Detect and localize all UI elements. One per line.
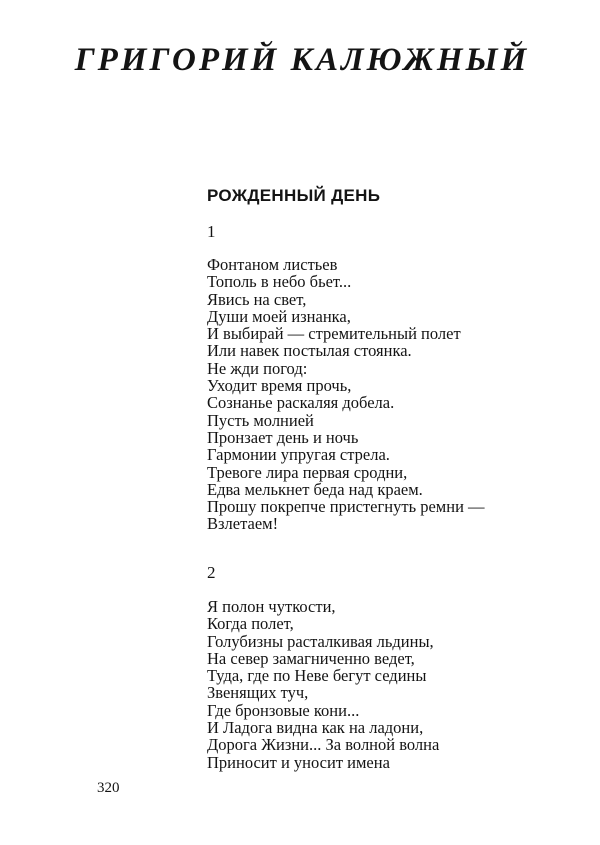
verse-line: Уходит время прочь, (207, 376, 352, 396)
verse-line: Или навек постылая стоянка. (207, 341, 412, 361)
verse-line: Не жди погод: (207, 358, 308, 378)
verse-line: Я полон чуткости, (207, 597, 336, 616)
verse-line: И выбирай — стремительный полет (207, 324, 461, 344)
verse-lines (207, 598, 439, 771)
poem-title: РОЖДЕННЫЙ ДЕНЬ (207, 186, 381, 205)
section-number: 2 (207, 563, 216, 582)
verse-line: Пронзает день и ночь (207, 427, 359, 447)
verse-line: Тополь в небо бьет... (207, 272, 352, 292)
verse-line: Прошу покрепче пристегнуть ремни — (207, 497, 485, 517)
verse-line: Приносит и уносит имена (207, 752, 390, 772)
verse-line: Тревоге лира первая сродни, (207, 462, 408, 482)
verse-line: Взлетаем! (207, 514, 279, 534)
verse-line: Голубизны расталкивая льдины, (207, 631, 434, 651)
author-name: ГРИГОРИЙ КАЛЮЖНЫЙ (74, 42, 530, 78)
section-number: 1 (207, 222, 216, 241)
verse-line: Где бронзовые кони... (207, 700, 360, 720)
poem-section-1 (207, 222, 485, 533)
verse-line: Пусть молнией (207, 410, 314, 430)
verse-line: Едва мелькнет беда над краем. (207, 479, 423, 499)
verse-line: Звенящих туч, (207, 683, 309, 703)
verse-line: На север замагниченно ведет, (207, 648, 415, 668)
poem-section-2 (207, 563, 439, 771)
verse-line: Фонтаном листьев (207, 255, 338, 274)
page-number: 320 (97, 780, 120, 796)
verse-line: Гармонии упругая стрела. (207, 445, 390, 465)
verse-line: И Ладога видна как на ладони, (207, 718, 424, 738)
verse-line: Туда, где по Неве бегут седины (207, 666, 427, 686)
verse-line: Дорога Жизни... За волной волна (207, 735, 440, 755)
verse-line: Когда полет, (207, 614, 294, 634)
verse-line: Явись на свет, (207, 289, 307, 309)
verse-line: Сознанье раскаляя добела. (207, 393, 395, 413)
verse-lines (207, 256, 485, 533)
verse-line: Души моей изнанка, (207, 306, 351, 326)
